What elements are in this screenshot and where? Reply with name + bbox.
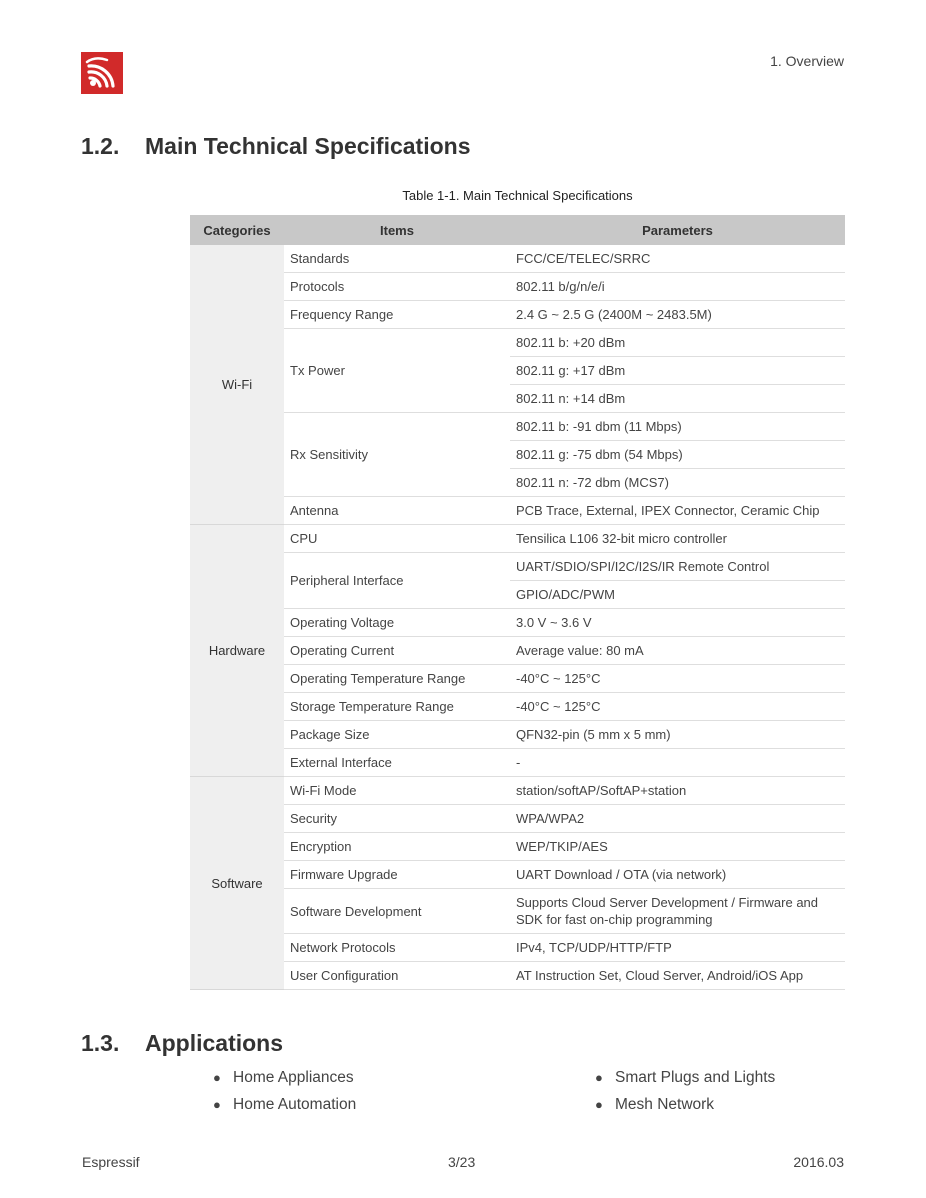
bullet-icon: ●	[595, 1097, 603, 1112]
table-row	[190, 805, 845, 833]
footer-page-number: 3/23	[448, 1154, 476, 1170]
item-cell: Software Development	[284, 889, 510, 934]
parameter-cell: 802.11 g: -75 dbm (54 Mbps)	[510, 441, 845, 469]
item-cell: Tx Power	[284, 329, 510, 413]
table-row	[190, 665, 845, 693]
table-row	[190, 413, 845, 441]
item-cell: Operating Temperature Range	[284, 665, 510, 693]
table-header-row	[190, 215, 845, 245]
parameter-cell: AT Instruction Set, Cloud Server, Android/iOS App	[510, 962, 845, 990]
item-cell: Package Size	[284, 721, 510, 749]
parameter-cell: 802.11 b: -91 dbm (11 Mbps)	[510, 413, 845, 441]
table-row	[190, 749, 845, 777]
item-cell: Firmware Upgrade	[284, 861, 510, 889]
table-row	[190, 525, 845, 553]
item-cell: Network Protocols	[284, 934, 510, 962]
list-item-text: Home Appliances	[233, 1068, 354, 1086]
table-row	[190, 934, 845, 962]
parameter-cell: Supports Cloud Server Development / Firmware and SDK for fast on-chip programming	[510, 889, 845, 934]
item-cell: External Interface	[284, 749, 510, 777]
parameter-cell: UART/SDIO/SPI/I2C/I2S/IR Remote Control	[510, 553, 845, 581]
category-cell: Wi-Fi	[190, 245, 284, 525]
item-cell: CPU	[284, 525, 510, 553]
table-row	[190, 301, 845, 329]
parameter-cell: -40°C ~ 125°C	[510, 693, 845, 721]
table-row	[190, 777, 845, 805]
footer-company: Espressif	[82, 1154, 140, 1170]
parameter-cell: 2.4 G ~ 2.5 G (2400M ~ 2483.5M)	[510, 301, 845, 329]
parameter-cell: -40°C ~ 125°C	[510, 665, 845, 693]
footer-date: 2016.03	[793, 1154, 844, 1170]
item-cell: Rx Sensitivity	[284, 413, 510, 497]
parameter-cell: QFN32-pin (5 mm x 5 mm)	[510, 721, 845, 749]
parameter-cell: -	[510, 749, 845, 777]
item-cell: Operating Current	[284, 637, 510, 665]
item-cell: Security	[284, 805, 510, 833]
list-item	[595, 1091, 775, 1118]
parameter-cell: 802.11 b/g/n/e/i	[510, 273, 845, 301]
column-header-categories: Categories	[190, 215, 284, 245]
item-cell: Wi-Fi Mode	[284, 777, 510, 805]
table-row	[190, 553, 845, 581]
table-row	[190, 693, 845, 721]
table-row	[190, 609, 845, 637]
parameter-cell: WEP/TKIP/AES	[510, 833, 845, 861]
table-row	[190, 721, 845, 749]
table-row	[190, 329, 845, 357]
item-cell: Protocols	[284, 273, 510, 301]
column-header-parameters: Parameters	[510, 215, 845, 245]
table-row	[190, 497, 845, 525]
table-row	[190, 861, 845, 889]
item-cell: Peripheral Interface	[284, 553, 510, 609]
espressif-logo-icon	[81, 52, 123, 94]
wifi-signal-icon	[81, 52, 123, 94]
specs-table-body	[190, 245, 845, 990]
specs-table	[190, 215, 845, 990]
parameter-cell: Average value: 80 mA	[510, 637, 845, 665]
list-item	[213, 1091, 356, 1118]
table-row	[190, 273, 845, 301]
category-cell: Software	[190, 777, 284, 990]
parameter-cell: GPIO/ADC/PWM	[510, 581, 845, 609]
parameter-cell: 802.11 n: +14 dBm	[510, 385, 845, 413]
table-row	[190, 962, 845, 990]
table-row	[190, 889, 845, 934]
table-row	[190, 245, 845, 273]
item-cell: Antenna	[284, 497, 510, 525]
list-item-text: Smart Plugs and Lights	[615, 1068, 776, 1086]
column-header-items: Items	[284, 215, 510, 245]
bullet-icon: ●	[213, 1097, 221, 1112]
specs-heading-title: Main Technical Specifications	[145, 133, 471, 159]
parameter-cell: 802.11 g: +17 dBm	[510, 357, 845, 385]
parameter-cell: 802.11 n: -72 dbm (MCS7)	[510, 469, 845, 497]
item-cell: Standards	[284, 245, 510, 273]
list-item-text: Home Automation	[233, 1095, 357, 1113]
applications-heading	[81, 1030, 283, 1057]
list-item	[595, 1064, 775, 1091]
parameter-cell: 802.11 b: +20 dBm	[510, 329, 845, 357]
parameter-cell: PCB Trace, External, IPEX Connector, Ceramic Chip	[510, 497, 845, 525]
list-item-text: Mesh Network	[615, 1095, 715, 1113]
parameter-cell: station/softAP/SoftAP+station	[510, 777, 845, 805]
item-cell: User Configuration	[284, 962, 510, 990]
specs-heading	[81, 133, 471, 160]
item-cell: Encryption	[284, 833, 510, 861]
applications-heading-title: Applications	[145, 1030, 284, 1056]
parameter-cell: FCC/CE/TELEC/SRRC	[510, 245, 845, 273]
table-row	[190, 637, 845, 665]
parameter-cell: Tensilica L106 32-bit micro controller	[510, 525, 845, 553]
item-cell: Frequency Range	[284, 301, 510, 329]
parameter-cell: IPv4, TCP/UDP/HTTP/FTP	[510, 934, 845, 962]
parameter-cell: 3.0 V ~ 3.6 V	[510, 609, 845, 637]
parameter-cell: WPA/WPA2	[510, 805, 845, 833]
specs-heading-number: 1.2.	[81, 133, 120, 159]
applications-list-right	[595, 1064, 775, 1118]
category-cell: Hardware	[190, 525, 284, 777]
bullet-icon: ●	[595, 1070, 603, 1085]
table-caption: Table 1-1. Main Technical Specifications	[402, 188, 633, 203]
bullet-icon: ●	[213, 1070, 221, 1085]
table-row	[190, 833, 845, 861]
applications-list-left	[213, 1064, 356, 1118]
section-label: 1. Overview	[770, 53, 844, 69]
item-cell: Storage Temperature Range	[284, 693, 510, 721]
applications-heading-number: 1.3.	[81, 1030, 120, 1056]
item-cell: Operating Voltage	[284, 609, 510, 637]
list-item	[213, 1064, 356, 1091]
parameter-cell: UART Download / OTA (via network)	[510, 861, 845, 889]
